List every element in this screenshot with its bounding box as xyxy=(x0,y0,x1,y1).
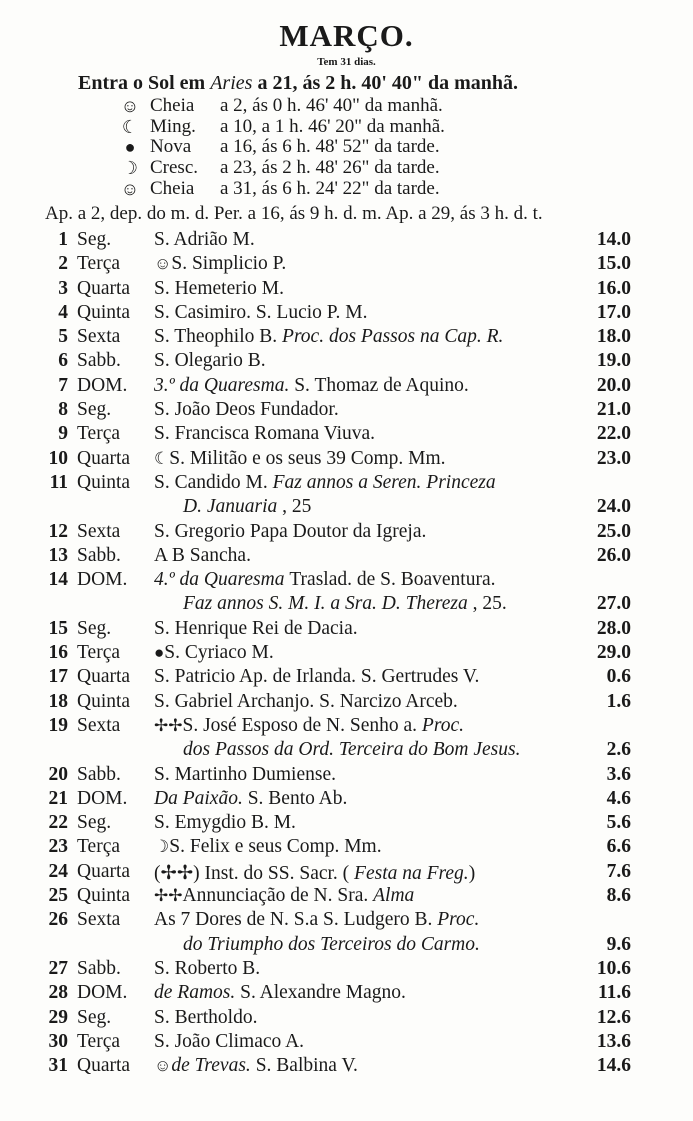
saint-text xyxy=(183,739,520,761)
phase-name: Cheia xyxy=(150,177,195,199)
weekday: Terça xyxy=(77,1030,121,1052)
saint-text xyxy=(154,399,339,421)
moon-age-value: 25.0 xyxy=(596,520,631,542)
saint-text xyxy=(154,448,446,470)
saint-name: S. João Deos Fundador. xyxy=(154,399,339,421)
weekday: Sabb. xyxy=(77,957,121,979)
phase-name: Cresc. xyxy=(150,157,199,179)
symbol-icon: ● xyxy=(154,643,165,663)
saint-text xyxy=(154,715,464,737)
day-row xyxy=(0,350,693,374)
symbol-icon: ☽ xyxy=(154,837,170,857)
saint-text xyxy=(154,423,375,445)
liturgical-note: Faz annos S. M. I. a Sra. D. Thereza xyxy=(183,593,473,615)
moon-age-value: 29.0 xyxy=(596,642,631,664)
moon-age-value: 1.6 xyxy=(606,690,631,712)
day-row xyxy=(0,375,693,399)
day-number: 8 xyxy=(58,399,68,421)
saint-name: S. Cyriaco M. xyxy=(164,642,274,664)
saint-name: S. Roberto B. xyxy=(154,957,261,979)
symbol-icon: ☾ xyxy=(154,448,170,468)
weekday: Sexta xyxy=(77,714,121,736)
day-number: 22 xyxy=(48,812,68,834)
day-number: 28 xyxy=(48,982,68,1004)
moon-age-value: 13.6 xyxy=(596,1030,631,1052)
moon-age-value: 28.0 xyxy=(596,617,631,639)
saint-name: S. Henrique Rei de Dacia. xyxy=(154,617,358,639)
saint-text xyxy=(154,229,255,251)
moon-age-value: 6.6 xyxy=(606,836,631,858)
day-row xyxy=(0,472,693,496)
weekday: Sabb. xyxy=(77,350,121,372)
day-row xyxy=(0,909,693,933)
moon-age-value: 12.6 xyxy=(596,1006,631,1028)
sun-sign: Aries xyxy=(210,72,253,94)
symbol-icon: ✢✢ xyxy=(154,886,183,906)
moon-age-value: 18.0 xyxy=(596,326,631,348)
day-number: 9 xyxy=(58,423,68,445)
moon-age-value: 22.0 xyxy=(596,423,631,445)
saint-name: S. Militão e os seus 39 Comp. Mm. xyxy=(169,447,446,469)
saint-name-end: ) xyxy=(468,862,476,884)
moon-age-value: 14.0 xyxy=(596,229,631,250)
moon-age-value: 0.6 xyxy=(606,666,631,688)
weekday: Quarta xyxy=(77,1055,131,1077)
day-row xyxy=(0,326,693,350)
day-number: 6 xyxy=(58,350,68,372)
moon-age-value: 17.0 xyxy=(596,301,631,323)
saint-text xyxy=(183,593,507,615)
waning-moon-icon: ☾ xyxy=(121,116,139,137)
saint-text xyxy=(154,1055,358,1077)
phase-time: a 2, ás 0 h. 46' 40" da manhã. xyxy=(220,95,443,117)
saint-text xyxy=(154,302,367,324)
day-number: 15 xyxy=(48,617,68,639)
saint-text xyxy=(154,375,469,397)
day-number: 25 xyxy=(48,885,68,907)
full-moon-icon: ☺ xyxy=(120,178,140,199)
liturgical-note: Da Paixão. xyxy=(154,787,248,809)
day-number: 13 xyxy=(48,544,68,566)
saint-text xyxy=(154,909,479,931)
saint-name: S. Gabriel Archanjo. S. Narcizo Arceb. xyxy=(154,690,458,712)
saint-text xyxy=(154,885,414,907)
day-row xyxy=(0,521,693,545)
weekday: Sabb. xyxy=(77,544,121,566)
event-note: Alma xyxy=(373,885,415,907)
saint-text xyxy=(154,545,251,567)
day-row xyxy=(0,448,693,472)
new-moon-icon: ● xyxy=(124,137,136,158)
saint-name: S. Thomaz de Aquino. xyxy=(294,374,469,396)
saint-name: S. João Climaco A. xyxy=(154,1030,305,1052)
saint-text xyxy=(154,836,382,858)
day-row xyxy=(0,302,693,326)
day-row xyxy=(0,691,693,715)
saint-name: S. Hemeterio M. xyxy=(154,277,284,299)
apogee-line: Ap. a 2, dep. do m. d. Per. a 16, ás 9 h. d. m. Ap. a 29, ás 3 h. d. t. xyxy=(45,203,543,224)
saint-text xyxy=(154,788,347,810)
sun-entry-line xyxy=(78,72,518,95)
moon-age-value: 2.6 xyxy=(606,739,631,761)
day-row xyxy=(0,423,693,447)
moon-age-value: 24.0 xyxy=(596,496,631,518)
event-note: Festa na Freg. xyxy=(354,862,469,884)
weekday: DOM. xyxy=(77,982,128,1004)
day-number: 23 xyxy=(48,836,68,858)
full-moon-icon: ☺ xyxy=(120,96,140,117)
day-number: 16 xyxy=(48,642,68,664)
day-number: 31 xyxy=(48,1055,68,1077)
moon-phases xyxy=(120,96,445,199)
entry-continuation xyxy=(0,496,693,520)
weekday: DOM. xyxy=(77,787,128,809)
saint-text xyxy=(154,958,260,980)
day-number: 3 xyxy=(58,277,68,299)
saint-text xyxy=(154,278,284,300)
saint-name: A B Sancha. xyxy=(154,544,251,566)
day-number: 17 xyxy=(48,666,68,688)
day-row xyxy=(0,1007,693,1031)
saint-text xyxy=(183,496,311,518)
day-number: 21 xyxy=(48,787,68,809)
weekday: Seg. xyxy=(77,812,112,834)
waxing-moon-icon: ☽ xyxy=(121,158,139,179)
symbol-icon: ✢✢ xyxy=(154,715,183,735)
day-row xyxy=(0,1031,693,1055)
saint-name: S. Olegario B. xyxy=(154,350,266,372)
moon-age-value: 9.6 xyxy=(606,933,631,955)
moon-age-value: 20.0 xyxy=(596,374,631,396)
saint-name: S. Balbina V. xyxy=(255,1055,358,1077)
saint-name: S. Alexandre Magno. xyxy=(240,982,406,1004)
page-title: MARÇO. xyxy=(279,18,414,53)
phase-name: Ming. xyxy=(150,115,196,137)
saint-text xyxy=(154,472,496,494)
phase-name: Cheia xyxy=(150,95,195,117)
weekday: DOM. xyxy=(77,374,128,396)
day-row xyxy=(0,1055,693,1079)
saint-name: Annunciação de N. Sra. xyxy=(182,885,369,907)
moon-phase-row xyxy=(120,158,445,179)
liturgical-note: D. Januaria xyxy=(183,496,283,518)
moon-phase-row xyxy=(120,137,445,158)
saint-name: S. Candido M. xyxy=(154,471,268,493)
phase-name: Nova xyxy=(150,136,192,158)
day-row xyxy=(0,836,693,860)
day-number: 11 xyxy=(49,471,68,493)
day-number: 27 xyxy=(48,957,68,979)
saint-text xyxy=(183,934,480,956)
day-row xyxy=(0,545,693,569)
day-row xyxy=(0,715,693,739)
event-note: Proc. xyxy=(421,714,464,736)
day-row xyxy=(0,229,693,253)
day-number: 7 xyxy=(58,374,68,396)
weekday: Quarta xyxy=(77,447,131,469)
entry-continuation xyxy=(0,593,693,617)
saint-text xyxy=(154,569,496,591)
saint-name: S. Adrião M. xyxy=(154,229,255,250)
moon-age-value: 4.6 xyxy=(606,787,631,809)
saint-text xyxy=(154,1031,304,1053)
weekday: Seg. xyxy=(77,229,112,250)
day-row xyxy=(0,569,693,593)
moon-age-value: 14.6 xyxy=(596,1055,631,1077)
saint-text xyxy=(154,350,266,372)
day-row xyxy=(0,666,693,690)
saint-name: S. Casimiro. S. Lucio P. M. xyxy=(154,301,368,323)
saint-name: S. Patricio Ap. de Irlanda. S. Gertrudes V. xyxy=(154,666,480,688)
saint-name: S. Bertholdo. xyxy=(154,1006,258,1028)
saint-text xyxy=(154,764,336,786)
weekday: Terça xyxy=(77,836,121,858)
symbol-icon: ☺ xyxy=(154,1056,172,1076)
day-number: 2 xyxy=(58,253,68,275)
saint-text xyxy=(154,326,503,348)
day-row xyxy=(0,788,693,812)
saint-text xyxy=(154,982,406,1004)
liturgical-note: do Triumpho dos Terceiros do Carmo. xyxy=(183,933,480,955)
day-number: 24 xyxy=(48,860,68,882)
weekday: Sexta xyxy=(77,326,121,348)
day-row xyxy=(0,812,693,836)
saint-text xyxy=(154,642,274,664)
saint-name: S. Bento Ab. xyxy=(247,787,348,809)
saint-name: (✢✢) Inst. do SS. Sacr. ( xyxy=(154,862,350,884)
event-note: Proc. dos Passos na Cap. R. xyxy=(282,326,504,348)
moon-age-value: 15.0 xyxy=(596,253,631,275)
saint-text xyxy=(154,1007,257,1029)
day-row xyxy=(0,278,693,302)
weekday: Sexta xyxy=(77,520,121,542)
weekday: Sexta xyxy=(77,909,121,931)
saint-name: Traslad. de S. Boaventura. xyxy=(289,569,496,591)
day-row xyxy=(0,253,693,277)
day-number: 30 xyxy=(48,1030,68,1052)
symbol-icon: ☺ xyxy=(154,254,172,274)
weekday: Terça xyxy=(77,423,121,445)
moon-age-value: 19.0 xyxy=(596,350,631,372)
sun-rest: a 21, ás 2 h. 40' 40" da manhã. xyxy=(252,72,519,94)
weekday: Quinta xyxy=(77,301,131,323)
phase-time: a 16, ás 6 h. 48' 52" da tarde. xyxy=(220,136,440,158)
moon-phase-row xyxy=(120,96,445,117)
weekday: DOM. xyxy=(77,569,128,591)
day-number: 14 xyxy=(48,569,68,591)
day-row xyxy=(0,982,693,1006)
liturgical-note: dos Passos da Ord. Terceira do Bom Jesus. xyxy=(183,739,521,761)
day-number: 18 xyxy=(48,690,68,712)
day-row xyxy=(0,618,693,642)
moon-age-value: 11.6 xyxy=(597,982,631,1004)
weekday: Quarta xyxy=(77,277,131,299)
moon-phase-row xyxy=(120,117,445,138)
moon-age-value: 21.0 xyxy=(596,399,631,421)
moon-age-value: 27.0 xyxy=(596,593,631,615)
saint-name: S. Gregorio Papa Doutor da Igreja. xyxy=(154,520,427,542)
day-number: 4 xyxy=(58,301,68,323)
event-note: Proc. xyxy=(437,909,480,931)
moon-age-value: 26.0 xyxy=(596,544,631,566)
saint-name: As 7 Dores de N. S.a S. Ludgero B. xyxy=(154,909,433,931)
weekday: Terça xyxy=(77,253,121,275)
saint-name: S. Theophilo B. xyxy=(154,326,278,348)
moon-age-value: 3.6 xyxy=(606,763,631,785)
day-number: 12 xyxy=(48,520,68,542)
phase-time: a 31, ás 6 h. 24' 22" da tarde. xyxy=(220,177,440,199)
sun-prefix: Entra o Sol em xyxy=(78,72,211,94)
event-note: Faz annos a Seren. Princeza xyxy=(272,471,496,493)
day-number: 29 xyxy=(48,1006,68,1028)
weekday: Seg. xyxy=(77,1006,112,1028)
saint-text xyxy=(154,861,475,885)
weekday: Quinta xyxy=(77,690,131,712)
saint-name: S. Emygdio B. M. xyxy=(154,812,296,834)
phase-time: a 10, a 1 h. 46' 20" da manhã. xyxy=(220,115,445,137)
calendar-days xyxy=(0,229,693,1079)
saint-name: , 25. xyxy=(472,593,507,615)
weekday: Quinta xyxy=(77,885,131,907)
saint-name: S. José Esposo de N. Senho a. xyxy=(182,714,418,736)
liturgical-note: de Ramos. xyxy=(154,982,241,1004)
weekday: Seg. xyxy=(77,617,112,639)
day-number: 20 xyxy=(48,763,68,785)
saint-name: S. Felix e seus Comp. Mm. xyxy=(169,836,382,858)
saint-name: S. Martinho Dumiense. xyxy=(154,763,336,785)
weekday: Quinta xyxy=(77,471,131,493)
saint-text xyxy=(154,666,479,688)
day-number: 5 xyxy=(58,326,68,348)
day-row xyxy=(0,642,693,666)
day-number: 1 xyxy=(58,229,68,250)
day-number: 19 xyxy=(48,714,68,736)
day-number: 10 xyxy=(48,447,68,469)
liturgical-note: de Trevas. xyxy=(171,1055,256,1077)
moon-age-value: 7.6 xyxy=(606,860,631,882)
moon-phase-row xyxy=(120,178,445,199)
moon-age-value: 23.0 xyxy=(596,447,631,469)
weekday: Quarta xyxy=(77,860,131,882)
moon-age-value: 8.6 xyxy=(606,885,631,907)
weekday: Terça xyxy=(77,642,121,664)
saint-name: , 25 xyxy=(282,496,312,518)
weekday: Sabb. xyxy=(77,763,121,785)
day-row xyxy=(0,885,693,909)
saint-text xyxy=(154,812,296,834)
moon-age-value: 10.6 xyxy=(596,957,631,979)
moon-age-value: 16.0 xyxy=(596,277,631,299)
weekday: Quarta xyxy=(77,666,131,688)
entry-continuation xyxy=(0,934,693,958)
saint-text xyxy=(154,253,286,275)
days-count: Tem 31 dias. xyxy=(317,56,376,68)
day-row xyxy=(0,399,693,423)
saint-text xyxy=(154,618,358,640)
liturgical-note: 4.º da Quaresma xyxy=(154,569,290,591)
saint-text xyxy=(154,691,458,713)
liturgical-note: 3.º da Quaresma. xyxy=(154,374,295,396)
day-number: 26 xyxy=(48,909,68,931)
phase-time: a 23, ás 2 h. 48' 26" da tarde. xyxy=(220,157,440,179)
day-row xyxy=(0,958,693,982)
day-row xyxy=(0,861,693,885)
weekday: Seg. xyxy=(77,399,112,421)
moon-age-value: 5.6 xyxy=(606,812,631,834)
saint-text xyxy=(154,521,426,543)
entry-continuation xyxy=(0,739,693,763)
day-row xyxy=(0,764,693,788)
saint-name: S. Simplicio P. xyxy=(171,253,287,275)
saint-name: S. Francisca Romana Viuva. xyxy=(154,423,376,445)
